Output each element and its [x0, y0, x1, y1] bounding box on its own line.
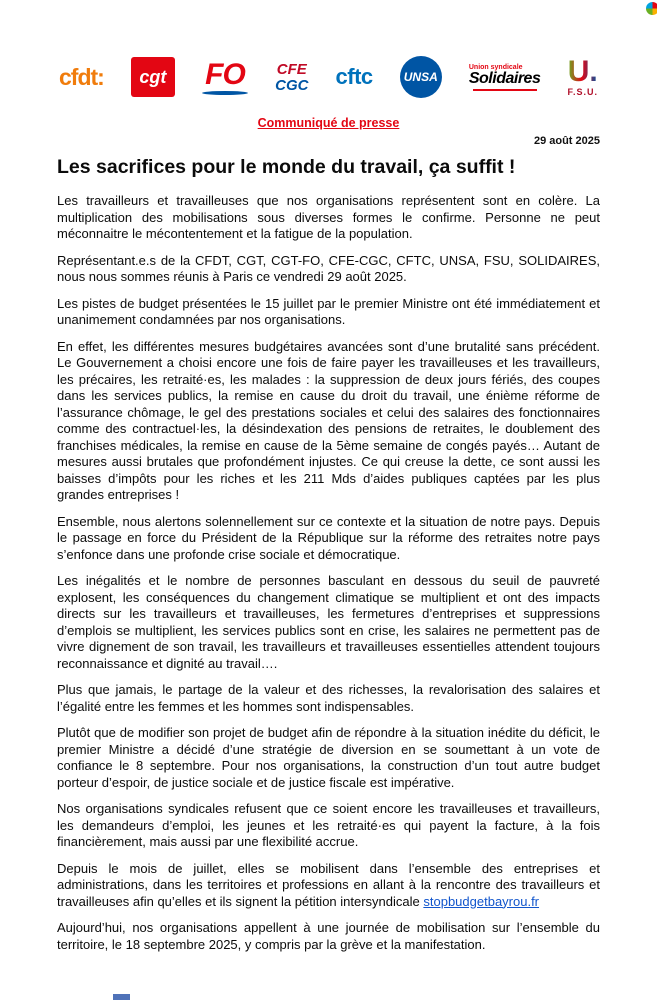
body-paragraph-1: Les travailleurs et travailleuses que nos organisations représentent sont en colère. La multiplication des mobilisations sous diverses formes le confirme. Personne ne peut méconnaitre le mécontentement et la fatigue de la population.	[57, 193, 600, 241]
fsu-logo-u: U.	[567, 55, 598, 88]
kicker-communique: Communiqué de presse	[257, 116, 400, 130]
union-logos-row	[59, 50, 598, 104]
cfe-logo-text: CFE	[276, 60, 307, 78]
solidaires-logo-subtext: Union syndicale	[468, 63, 523, 71]
cfe-cgc-logo	[275, 62, 308, 93]
cutoff-logo-fragment	[113, 994, 130, 1000]
cgc-logo-text: CGC	[275, 76, 309, 94]
fo-logo-text: FO	[205, 57, 245, 91]
date: 29 août 2025	[533, 135, 600, 147]
petition-link[interactable]: stopbudgetbayrou.fr	[423, 893, 540, 909]
fsu-logo	[567, 57, 598, 97]
cgt-logo	[131, 57, 175, 97]
body-paragraph-7: Plus que jamais, le partage de la valeur et des richesses, la revalorisation des salaires et l’égalité entre les femmes et les hommes sont indispensables.	[57, 682, 600, 714]
unsa-color-wheel-icon	[645, 1, 657, 16]
body-paragraph-8: Plutôt que de modifier son projet de budget afin de répondre à la situation inédite du déficit, le premier Ministre a décidé d’une stratégie de diversion en se soumettant à un vote de confiance le 8 septembre. Pour nos organisations, la construction d’un tout autre budget porteur d’espoir, de justice sociale et de justice fiscale est impérative.	[57, 725, 600, 790]
cfdt-logo	[59, 63, 104, 90]
fsu-logo-text: F.S.U.	[567, 87, 598, 97]
cftc-logo	[336, 66, 373, 88]
petition-text: Depuis le mois de juillet, elles se mobilisent dans l’ensemble des entreprises et administrations, dans les territoires et professions en allant à la rencontre des travailleurs et travailleuses afin qu’elles et ils signent la pétition intersyndicale	[57, 860, 600, 909]
cftc-logo-text: cftc	[335, 64, 373, 89]
body-paragraph-petition	[57, 861, 600, 911]
cfdt-logo-text: cfdt:	[59, 63, 104, 90]
solidaires-logo	[469, 64, 540, 91]
fo-swoosh-icon	[202, 91, 248, 95]
solidaires-logo-text: Solidaires	[468, 69, 541, 87]
unsa-logo-text: UNSA	[400, 56, 442, 98]
body-paragraph-5: Ensemble, nous alertons solennellement sur ce contexte et la situation de notre pays. Depuis le passage en force du Président de la République sur la réforme des retraites notre pays s’enfonce dans une profonde crise sociale et démocratique.	[57, 513, 600, 562]
page-title: Les sacrifices pour le monde du travail, ça suffit !	[57, 156, 516, 178]
press-release-body	[57, 193, 600, 953]
body-paragraph-closing: Aujourd’hui, nos organisations appellent à une journée de mobilisation sur l’ensemble du territoire, le 18 septembre 2025, y compris par la grève et la manifestation.	[57, 920, 600, 952]
body-paragraph-3: Les pistes de budget présentées le 15 juillet par le premier Ministre ont été immédiatement et unanimement condamnées par nos organisations.	[57, 295, 600, 327]
body-paragraph-2: Représentant.e.s de la CFDT, CGT, CGT-FO, CFE-CGC, CFTC, UNSA, FSU, SOLIDAIRES, nous nous sommes réunis à Paris ce vendredi 29 août 2025.	[57, 252, 600, 284]
body-paragraph-6: Les inégalités et le nombre de personnes basculant en dessous du seuil de pauvreté explosent, les conséquences du changement climatique se multiplient et ont des impacts directs sur les travailleurs et travailleuses, les fermetures d’entreprises et suppressions d’emplois se multiplient, les services publics sont en crise, les salaires ne permettent pas de vivre dignement de son travail, les travailleurs et travailleuses essentielles attendent toujours reconnaissance et dignité au travail….	[57, 573, 600, 671]
body-paragraph-4: En effet, les différentes mesures budgétaires avancées sont d’une brutalité sans précédent. Le Gouvernement a choisi encore une fois de faire payer les travailleuses et les travailleurs, les précaires, les retraité·es, les malades : la suppression de deux jours fériés, des coupes dans les services publics, la remise en cause du droit du travail, une énième réforme de l’assurance chômage, le gel des prestations sociales et celui des salaires des fonctionnaires comme des contractuel·les, la désindexation des pensions de retraites, le doublement des franchises médicales, la remise en cause de la 5ème semaine de congés payés… Autant de mesures aussi brutales que profondément injustes. Ce qui creuse la dette, ce sont aussi les baisses d’impôts pour les riches et les 211 Mds d’aides publiques captées par les plus grandes entreprises !	[57, 338, 600, 502]
cgt-logo-text: cgt	[131, 57, 175, 97]
body-paragraph-9: Nos organisations syndicales refusent que ce soient encore les travailleuses et travailleurs, les demandeurs d’emploi, les jeunes et les retraité·es qui payent la facture, à la fois financièrement, mais aussi par une flexibilité accrue.	[57, 801, 600, 849]
fo-logo	[202, 57, 248, 95]
unsa-logo	[400, 56, 442, 98]
solidaires-red-bar	[473, 89, 537, 91]
